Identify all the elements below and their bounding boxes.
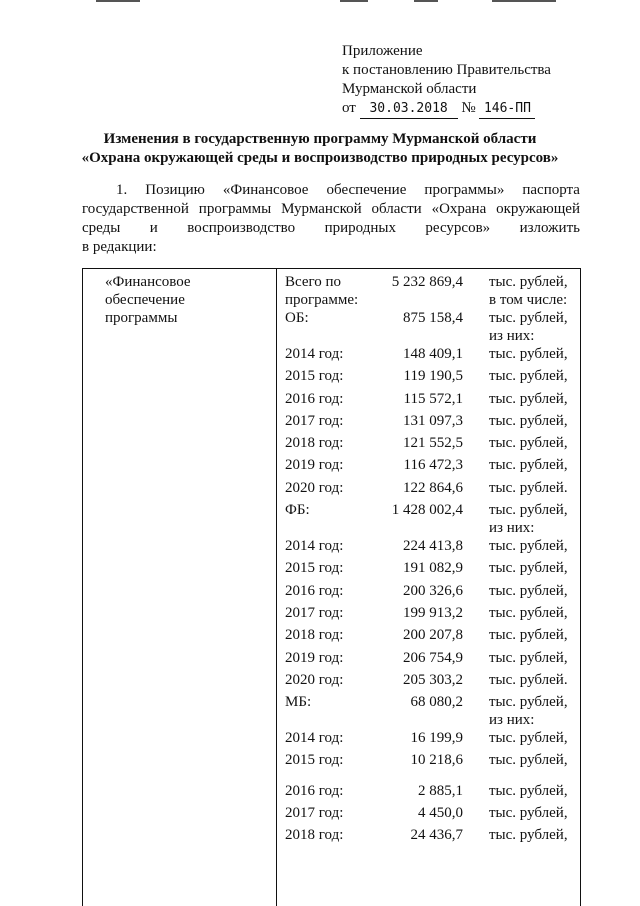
row-label-line: 2020 год:: [285, 671, 344, 688]
table-row: [285, 604, 577, 626]
row-unit-line: тыс. рублей.: [489, 479, 568, 496]
row-unit-line: тыс. рублей,: [489, 730, 568, 747]
row-label: [285, 782, 375, 800]
table-row: [285, 774, 577, 804]
row-label: [285, 309, 375, 327]
table-row: [285, 479, 577, 501]
row-label: [285, 412, 375, 430]
row-label: [285, 604, 375, 622]
row-label: [285, 826, 375, 844]
paragraph-word: природных: [324, 220, 396, 236]
row-unit-line: тыс. рублей,: [489, 435, 568, 452]
row-label: [285, 434, 375, 452]
row-label: [285, 390, 375, 408]
row-amount: 191 082,9: [403, 560, 463, 577]
row-unit: [489, 582, 579, 600]
row-label: [285, 729, 375, 747]
paragraph-word: обеспечение: [326, 182, 407, 198]
row-label-line: 2018 год:: [285, 827, 344, 844]
paragraph-line-1: [82, 181, 580, 200]
row-unit: [489, 649, 579, 667]
row-amount: 115 572,1: [403, 390, 463, 407]
row-amount: 119 190,5: [403, 368, 463, 385]
paragraph-word: воспроизводство: [187, 220, 296, 236]
table-row: [285, 390, 577, 412]
table-row: [285, 537, 577, 559]
row-unit-line: тыс. рублей,: [489, 582, 568, 599]
paragraph-line-2: [82, 200, 580, 219]
row-label-line: 2019 год:: [285, 457, 344, 474]
decree-number: 146-ПП: [479, 100, 535, 119]
row-label: [285, 582, 375, 600]
row-amount: 116 472,3: [403, 457, 463, 474]
row-amount: 206 754,9: [403, 649, 463, 666]
appendix-block: [342, 42, 632, 118]
paragraph-word: окружающей: [496, 201, 580, 217]
appendix-date-line: [342, 99, 632, 118]
table-row: [285, 456, 577, 478]
row-unit-line: тыс. рублей,: [489, 368, 568, 385]
body-paragraph: [82, 181, 580, 257]
table-row: [285, 412, 577, 434]
row-unit: [489, 537, 579, 555]
row-amount: 16 199,9: [410, 730, 463, 747]
row-unit: [489, 309, 579, 345]
row-label: [285, 273, 375, 309]
row-label: [285, 345, 375, 363]
row-label: [285, 751, 375, 769]
table-row: [285, 693, 577, 729]
row-label: [285, 559, 375, 577]
row-amount: 199 913,2: [403, 604, 463, 621]
paragraph-word: среды: [82, 220, 121, 236]
row-unit-line: из них:: [489, 712, 535, 729]
row-amount: 5 232 869,4: [391, 274, 463, 290]
row-unit-line: тыс. рублей,: [489, 649, 568, 666]
row-amount: 4 450,0: [418, 804, 463, 821]
paragraph-word: «Охрана: [431, 201, 487, 217]
table-row: [285, 309, 577, 345]
paragraph-word: области: [371, 201, 422, 217]
row-label-line: 2017 год:: [285, 804, 344, 821]
row-label-line: программе:: [285, 292, 359, 308]
paragraph-word: изложить: [519, 220, 580, 236]
label-line-3: программы: [105, 310, 178, 326]
row-unit-line: тыс. рублей,: [489, 538, 568, 555]
document-title: [0, 130, 640, 168]
row-label: [285, 537, 375, 555]
row-label-line: 2016 год:: [285, 582, 344, 599]
paragraph-line-4: в редакции:: [82, 239, 157, 255]
date-prefix: от: [342, 100, 356, 116]
row-unit: [489, 782, 579, 800]
row-label-line: 2018 год:: [285, 627, 344, 644]
row-label: [285, 456, 375, 474]
paragraph-word: ресурсов»: [425, 220, 491, 236]
row-unit-line: тыс. рублей,: [489, 346, 568, 362]
row-unit-line: тыс. рублей,: [489, 782, 568, 799]
row-label-line: 2016 год:: [285, 390, 344, 407]
row-unit-line: тыс. рублей,: [489, 310, 568, 326]
scan-top-marks: [0, 0, 640, 4]
row-unit-line: из них:: [489, 328, 535, 344]
table-row: [285, 273, 577, 309]
row-amount: 200 326,6: [403, 582, 463, 599]
paragraph-line-3: [82, 219, 580, 238]
row-unit-line: в том числе:: [489, 292, 568, 308]
row-label: [285, 671, 375, 689]
table-row: [285, 501, 577, 537]
row-unit: [489, 412, 579, 430]
table-row: [285, 559, 577, 581]
row-unit-line: тыс. рублей,: [489, 274, 568, 290]
table-value-rows: [285, 273, 577, 848]
row-amount: 24 436,7: [410, 827, 463, 844]
paragraph-word: и: [149, 220, 158, 236]
row-unit: [489, 604, 579, 622]
row-label-line: 2015 год:: [285, 752, 344, 769]
appendix-line-2: к постановлению Правительства: [342, 62, 551, 78]
table-row: [285, 434, 577, 456]
table-row: [285, 671, 577, 693]
table-row: [285, 345, 577, 367]
appendix-line-1: Приложение: [342, 43, 423, 59]
row-label-line: 2014 год:: [285, 538, 344, 555]
row-label: [285, 626, 375, 644]
table-row: [285, 626, 577, 648]
paragraph-word: программы»: [424, 182, 505, 198]
row-unit: [489, 751, 579, 769]
paragraph-word: Позицию: [145, 182, 205, 198]
table-row: [285, 649, 577, 671]
paragraph-word: Мурманской: [281, 201, 362, 217]
row-label: [285, 479, 375, 497]
label-line-2: обеспечение: [105, 292, 185, 308]
row-unit: [489, 559, 579, 577]
row-amount: 224 413,8: [403, 538, 463, 555]
table-column-divider: [276, 269, 277, 906]
row-label-line: 2019 год:: [285, 649, 344, 666]
row-label: [285, 367, 375, 385]
row-unit: [489, 693, 579, 729]
row-amount: 205 303,2: [403, 671, 463, 688]
row-unit-line: тыс. рублей,: [489, 412, 568, 429]
table-row: [285, 582, 577, 604]
appendix-line-3: Мурманской области: [342, 81, 477, 97]
row-label-line: 2020 год:: [285, 479, 344, 496]
row-unit: [489, 367, 579, 385]
paragraph-word: государственной: [82, 201, 189, 217]
row-label-line: ОБ:: [285, 310, 309, 326]
row-amount: 200 207,8: [403, 627, 463, 644]
decree-date: 30.03.2018: [360, 100, 458, 119]
row-unit: [489, 729, 579, 747]
table-label-cell: [105, 273, 265, 327]
table-row: [285, 367, 577, 389]
row-label-line: 2015 год:: [285, 368, 344, 385]
table-row: [285, 804, 577, 826]
row-unit-line: тыс. рублей,: [489, 804, 568, 821]
row-unit: [489, 456, 579, 474]
title-line-1: Изменения в государственную программу Мурманской области: [103, 131, 537, 147]
row-unit-line: тыс. рублей,: [489, 752, 568, 769]
row-label-line: 2017 год:: [285, 412, 344, 429]
row-label-line: 2015 год:: [285, 560, 344, 577]
row-label-line: МБ:: [285, 694, 312, 711]
row-amount: 131 097,3: [403, 412, 463, 429]
row-unit-line: из них:: [489, 520, 535, 537]
row-unit-line: тыс. рублей,: [489, 627, 568, 644]
title-line-2: «Охрана окружающей среды и воспроизводство природных ресурсов»: [81, 150, 559, 166]
number-prefix: №: [461, 100, 476, 116]
row-unit: [489, 273, 579, 309]
row-unit: [489, 804, 579, 822]
row-label-line: 2016 год:: [285, 782, 344, 799]
row-unit: [489, 345, 579, 363]
row-amount: 1 428 002,4: [391, 502, 463, 519]
table-right-border: [580, 269, 581, 906]
row-unit: [489, 479, 579, 497]
row-label: [285, 693, 375, 711]
row-unit: [489, 434, 579, 452]
row-unit-line: тыс. рублей,: [489, 694, 568, 711]
row-unit-line: тыс. рублей,: [489, 457, 568, 474]
row-unit-line: тыс. рублей,: [489, 827, 568, 844]
row-unit-line: тыс. рублей,: [489, 560, 568, 577]
financing-table: [82, 268, 581, 906]
row-unit: [489, 826, 579, 844]
row-unit-line: тыс. рублей,: [489, 604, 568, 621]
row-unit: [489, 671, 579, 689]
row-label: [285, 804, 375, 822]
row-unit: [489, 626, 579, 644]
row-amount: 2 885,1: [418, 782, 463, 799]
row-unit-line: тыс. рублей.: [489, 671, 568, 688]
row-unit-line: тыс. рублей,: [489, 390, 568, 407]
row-unit-line: тыс. рублей,: [489, 502, 568, 519]
row-label-line: ФБ:: [285, 502, 310, 519]
row-label: [285, 649, 375, 667]
row-amount: 875 158,4: [403, 310, 463, 326]
paragraph-word: программы: [198, 201, 272, 217]
row-label-line: Всего по: [285, 274, 342, 290]
row-amount: 122 864,6: [403, 479, 463, 496]
row-label: [285, 501, 375, 519]
row-amount: 148 409,1: [403, 346, 463, 362]
row-label-line: 2017 год:: [285, 604, 344, 621]
paragraph-word: паспорта: [522, 182, 580, 198]
row-label-line: 2014 год:: [285, 730, 344, 747]
row-label-line: 2014 год:: [285, 346, 344, 362]
table-row: [285, 826, 577, 848]
row-label-line: 2018 год:: [285, 435, 344, 452]
table-row: [285, 751, 577, 773]
row-amount: 68 080,2: [410, 694, 463, 711]
paragraph-word: 1.: [116, 182, 128, 198]
paragraph-word: «Финансовое: [222, 182, 309, 198]
row-unit: [489, 501, 579, 537]
row-amount: 121 552,5: [403, 435, 463, 452]
label-line-1: «Финансовое: [105, 274, 191, 290]
row-unit: [489, 390, 579, 408]
table-row: [285, 729, 577, 751]
row-amount: 10 218,6: [410, 752, 463, 769]
